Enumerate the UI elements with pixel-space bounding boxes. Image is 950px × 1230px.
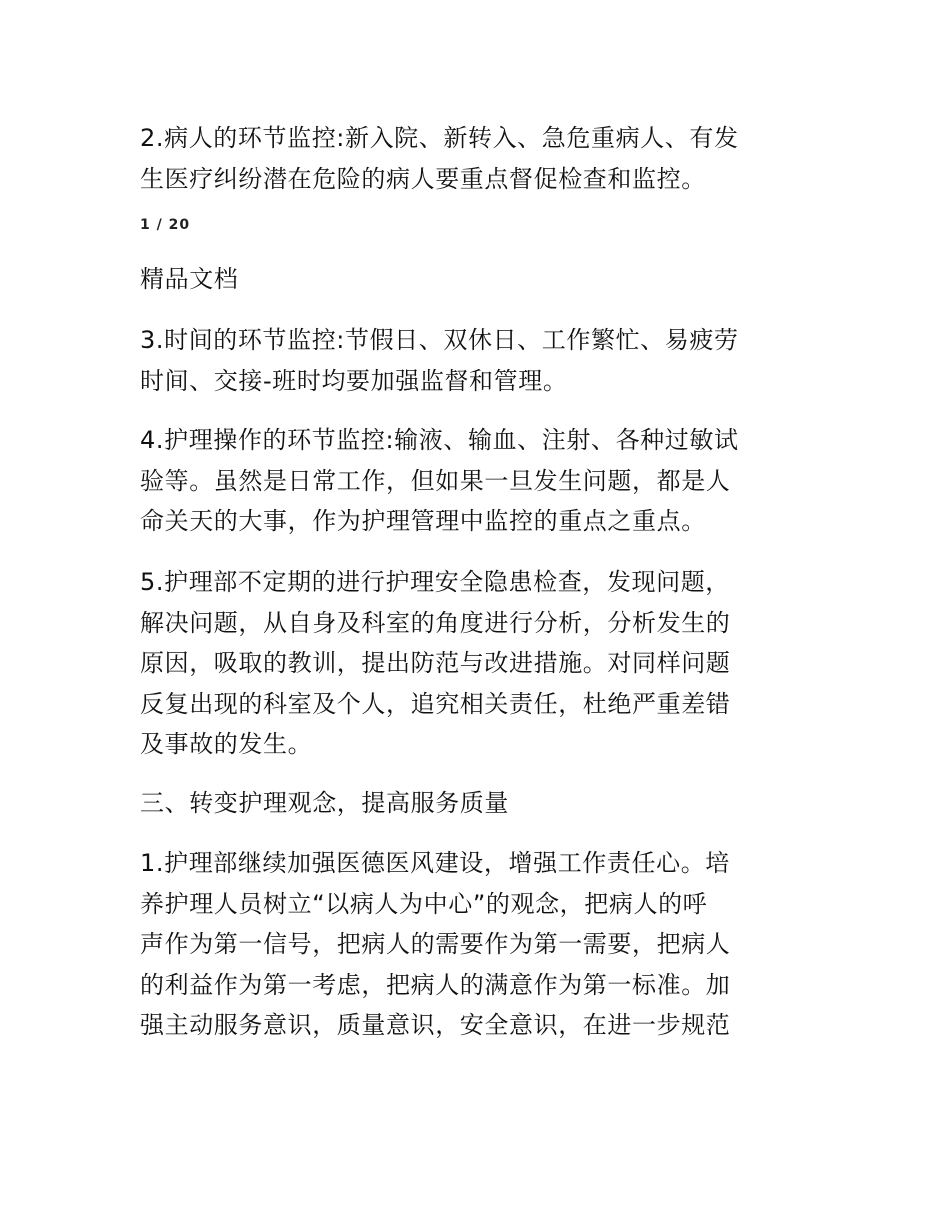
text-line: 及事故的发生。 [140,730,313,758]
text-line: 解决问题，从自身及科室的角度进行分析，分析发生的 [140,608,731,637]
page-number: 1 / 20 [140,217,191,233]
paragraph-safety-inspection [140,562,810,765]
text-line: 5.护理部不定期的进行护理安全隐患检查，发现问题， [140,568,730,596]
header-label: 精品文档 [140,265,239,293]
text-line: 时间、交接-班时均要加强监督和管理。 [140,366,568,395]
text-line: 命关天的大事，作为护理管理中监控的重点之重点。 [140,507,706,535]
text-line: 原因，吸取的教训，提出防范与改进措施。对同样问题 [140,649,731,677]
paragraph-time-monitoring [140,320,810,401]
paragraph-operation-monitoring [140,420,810,542]
text-line: 3.时间的环节监控:节假日、双休日、工作繁忙、易疲劳 [140,326,739,354]
paragraph-service-quality [140,843,810,1046]
text-line: 的利益作为第一考虑，把病人的满意作为第一标准。加 [140,970,731,999]
section-heading: 三、转变护理观念，提高服务质量 [140,789,509,817]
text-line: 4.护理操作的环节监控:输液、输血、注射、各种过敏试 [140,426,739,454]
text-line: 声作为第一信号，把病人的需要作为第一需要，把病人 [140,930,731,958]
text-line: 生医疗纠纷潜在危险的病人要重点督促检查和监控。 [140,164,706,193]
text-line: 1.护理部继续加强医德医风建设，增强工作责任心。培 [140,849,730,877]
text-line: 验等。虽然是日常工作，但如果一旦发生问题，都是人 [140,466,731,495]
text-line: 反复出现的科室及个人，追究相关责任，杜绝严重差错 [140,689,731,718]
text-line: 养护理人员树立“以病人为中心”的观念，把病人的呼 [140,889,708,918]
text-line: 强主动服务意识，质量意识，安全意识，在进一步规范 [140,1011,731,1039]
paragraph-patient-monitoring [140,118,810,199]
text-line: 2.病人的环节监控:新入院、新转入、急危重病人、有发 [140,124,739,152]
